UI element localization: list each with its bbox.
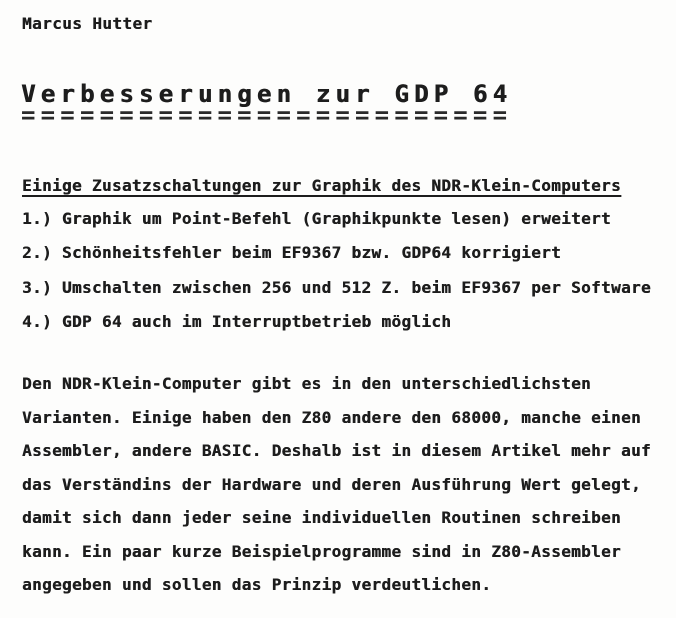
paragraph-line: damit sich dann jeder seine individuellen Routinen schreiben: [22, 508, 621, 527]
document-title: Verbesserungen zur GDP 64: [21, 80, 513, 108]
paragraph-line: kann. Ein paar kurze Beispielprogramme sind in Z80-Assembler: [22, 542, 621, 561]
paragraph-line: Den NDR-Klein-Computer gibt es in den unterschiedlichsten: [22, 374, 592, 393]
list-item: 3.) Umschalten zwischen 256 und 512 Z. beim EF9367 per Software: [22, 278, 651, 297]
paragraph-line: Assembler, andere BASIC. Deshalb ist in diesem Artikel mehr auf: [22, 441, 651, 460]
list-item: 4.) GDP 64 auch im Interruptbetrieb möglich: [22, 312, 452, 331]
paragraph-line: das Verständins der Hardware und deren Ausführung Wert gelegt,: [22, 475, 641, 494]
paragraph-line: angegeben und sollen das Prinzip verdeutlichen.: [22, 575, 492, 594]
paragraph-line: Varianten. Einige haben den Z80 andere den 68000, manche einen: [22, 408, 641, 427]
author-line: Marcus Hutter: [22, 14, 153, 33]
title-underline: =========================: [21, 101, 513, 129]
list-item: 1.) Graphik um Point-Befehl (Graphikpunkte lesen) erweitert: [22, 209, 611, 228]
section-heading: Einige Zusatzschaltungen zur Graphik des NDR-Klein-Computers: [22, 176, 621, 195]
list-item: 2.) Schönheitsfehler beim EF9367 bzw. GDP64 korrigiert: [22, 243, 562, 262]
